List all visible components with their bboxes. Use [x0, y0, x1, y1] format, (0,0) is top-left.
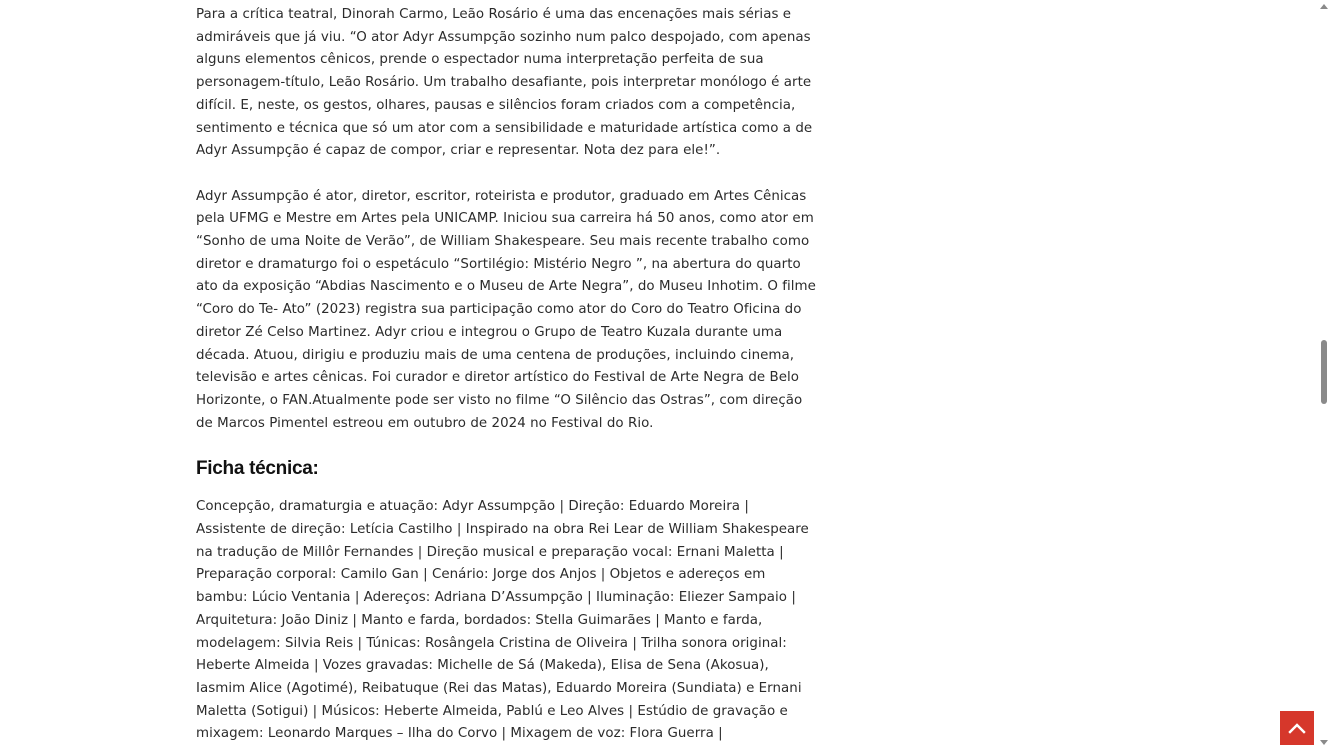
text-line: “Sonho de uma Noite de Verão”, de William Shakespeare. Seu mais recente trabalho como — [196, 234, 810, 250]
text-line: Arquitetura: João Diniz | Manto e farda, bordados: Stella Guimarães | Manto e farda, — [196, 612, 763, 628]
text-line: Concepção, dramaturgia e atuação: Adyr Assumpção | Direção: Eduardo Moreira | — [196, 499, 749, 515]
text-line: televisão e artes cênicas. Foi curador e diretor artístico do Festival de Arte Negra de Belo — [196, 370, 800, 386]
paragraph-critic-review — [196, 4, 813, 163]
text-line: “Coro do Te- Ato” (2023) registra sua participação como ator do Coro do Teatro Oficina do — [196, 302, 802, 318]
chevron-up-icon — [1288, 722, 1306, 734]
text-line: sentimento e técnica que só um ator com a sensibilidade e maturidade artística como a de — [196, 120, 813, 136]
text-line: admiráveis que já viu. “O ator Adyr Assumpção sozinho num palco despojado, com apenas — [196, 29, 811, 45]
text-line: difícil. E, neste, os gestos, olhares, pausas e silêncios foram criados com a competência, — [196, 97, 796, 113]
text-line: de Marcos Pimentel estreou em outubro de 2024 no Festival do Rio. — [196, 415, 654, 431]
text-line: Maletta (Sotigui) | Músicos: Heberte Almeida, Pablú e Leo Alves | Estúdio de gravação e — [196, 703, 788, 719]
text-line: diretor Zé Celso Martinez. Adyr criou e integrou o Grupo de Teatro Kuzala durante uma — [196, 324, 783, 340]
text-line: Heberte Almeida | Vozes gravadas: Michelle de Sá (Makeda), Elisa de Sena (Akosua), — [196, 658, 769, 674]
section-heading-credits: Ficha técnica: — [196, 458, 319, 480]
scroll-up-arrow-icon[interactable] — [1320, 4, 1328, 9]
paragraph-biography — [196, 186, 816, 436]
text-line: Preparação corporal: Camilo Gan | Cenário: Jorge dos Anjos | Objetos e adereços em — [196, 567, 766, 583]
text-line: pela UFMG e Mestre em Artes pela UNICAMP. Iniciou sua carreira há 50 anos, como ator em — [196, 211, 814, 227]
paragraph-credits — [196, 496, 809, 746]
text-line: Adyr Assumpção é capaz de compor, criar e representar. Nota dez para ele!”. — [196, 143, 721, 159]
text-line: Horizonte, o FAN.Atualmente pode ser visto no filme “O Silêncio das Ostras”, com direção — [196, 392, 803, 408]
scroll-down-arrow-icon[interactable] — [1320, 740, 1328, 745]
text-line: modelagem: Silvia Reis | Túnicas: Rosângela Cristina de Oliveira | Trilha sonora original: — [196, 635, 787, 651]
text-line: diretor e dramaturgo foi o espetáculo “Sortilégio: Mistério Negro ”, na abertura do quarto — [196, 256, 801, 272]
back-to-top-button[interactable] — [1280, 711, 1314, 745]
vertical-scrollbar[interactable] — [1317, 0, 1332, 749]
text-line: alguns elementos cênicos, prende o espectador numa interpretação perfeita de sua — [196, 52, 764, 68]
text-line: Adyr Assumpção é ator, diretor, escritor, roteirista e produtor, graduado em Artes Cênicas — [196, 188, 807, 204]
scrollbar-thumb[interactable] — [1321, 340, 1327, 404]
text-line: bambu: Lúcio Ventania | Adereços: Adriana D’Assumpção | Iluminação: Eliezer Sampaio | — [196, 590, 796, 606]
text-line: personagem-título, Leão Rosário. Um trabalho desafiante, pois interpretar monólogo é arte — [196, 75, 812, 91]
text-line: Para a crítica teatral, Dinorah Carmo, Leão Rosário é uma das encenações mais sérias e — [196, 7, 792, 22]
text-line: na tradução de Millôr Fernandes | Direção musical e preparação vocal: Ernani Maletta | — [196, 544, 784, 560]
text-line: década. Atuou, dirigiu e produziu mais de uma centena de produções, incluindo cinema, — [196, 347, 795, 363]
text-line: mixagem: Leonardo Marques – Ilha do Corvo | Mixagem de voz: Flora Guerra | — [196, 726, 723, 742]
text-line: ato da exposição “Abdias Nascimento e o Museu de Arte Negra”, do Museu Inhotim. O filme — [196, 279, 816, 295]
article-body — [196, 4, 816, 746]
text-line: Iasmim Alice (Agotimé), Reibatuque (Rei das Matas), Eduardo Moreira (Sundiata) e Ernani — [196, 680, 802, 696]
text-line: Assistente de direção: Letícia Castilho | Inspirado na obra Rei Lear de William Shakespeare — [196, 522, 809, 538]
